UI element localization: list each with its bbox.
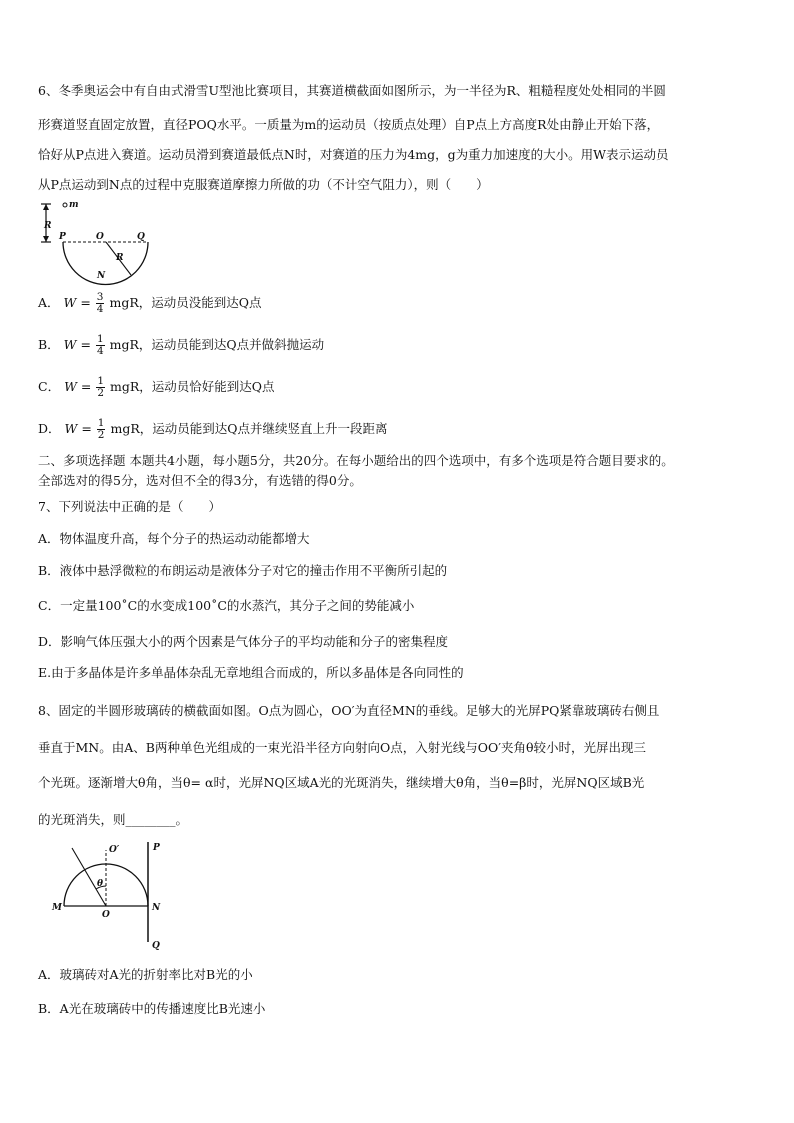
q6-option-d-text: mgR，运动员能到达Q点并继续竖直上升一段距离: [110, 421, 388, 436]
q6-option-c-fraction: $\frac{1}{2}$: [97, 375, 105, 399]
q6-option-a-lhs: W =: [63, 295, 91, 310]
q6-option-b-letter: B．: [38, 337, 60, 352]
q8-option-b[interactable]: B．A光在玻璃砖中的传播速度比B光速小: [38, 1001, 266, 1016]
q6-option-b-lhs: W =: [63, 337, 91, 352]
q6-option-c[interactable]: [38, 376, 275, 399]
q6-line-4: 从P点运动到N点的过程中克服赛道摩擦力所做的功（不计空气阻力），则（ ）: [38, 177, 489, 192]
section2-line-1: 二、多项选择题 本题共4小题，每小题5分，共20分。在每小题给出的四个选项中，有多个选项是符合题目要求的。: [38, 453, 674, 468]
q6-line-1: 6、冬季奥运会中有自由式滑雪U型池比赛项目，其赛道横截面如图所示，为一半径为R、粗糙程度处处相同的半圆: [38, 83, 666, 98]
q6-option-c-lhs: W =: [64, 379, 92, 394]
section2-line-2: 全部选对的得5分，选对但不全的得3分，有选错的得0分。: [38, 473, 362, 488]
q6-option-a-fraction: $\frac{3}{4}$: [96, 291, 104, 315]
q8-line-4: 的光斑消失，则________。: [38, 812, 189, 827]
q8-fig-label-M: M: [52, 903, 62, 913]
q8-fig-label-P: P: [153, 843, 160, 853]
q6-option-c-letter: C．: [38, 379, 61, 394]
q6-option-a-letter: A．: [38, 295, 60, 310]
q6-fig-label-Q: Q: [137, 232, 145, 242]
q6-figure: [36, 198, 166, 288]
q8-fig-label-Q: Q: [152, 941, 160, 951]
q6-option-c-text: mgR，运动员恰好能到达Q点: [110, 379, 275, 394]
q8-line-3: 个光斑。逐渐增大θ角，当θ= α时，光屏NQ区域A光的光斑消失，继续增大θ角，当θ=β时，光屏NQ区域B光: [38, 775, 645, 790]
q6-line-2: 形赛道竖直固定放置，直径POQ水平。一质量为m的运动员（按质点处理）自P点上方高度R处由静止开始下落，: [38, 117, 660, 132]
q8-figure: [40, 836, 180, 958]
q7-option-b[interactable]: B．液体中悬浮微粒的布朗运动是液体分子对它的撞击作用不平衡所引起的: [38, 563, 448, 578]
q8-fig-label-N: N: [152, 903, 161, 913]
q6-option-a-text: mgR，运动员没能到达Q点: [109, 295, 262, 310]
q6-fig-label-O: O: [96, 232, 104, 242]
q8-fig-label-theta: θ: [97, 879, 104, 889]
q8-fig-label-O: O: [102, 910, 110, 920]
q6-option-b-text: mgR，运动员能到达Q点并做斜抛运动: [109, 337, 325, 352]
q6-option-b-fraction: $\frac{1}{4}$: [96, 333, 104, 357]
q8-line-2: 垂直于MN。由A、B两种单色光组成的一束光沿半径方向射向O点，入射光线与OO′夹角θ较小时，光屏出现三: [38, 740, 647, 755]
q6-fig-label-m: m: [69, 200, 79, 210]
q7-option-d[interactable]: D．影响气体压强大小的两个因素是气体分子的平均动能和分子的密集程度: [38, 634, 449, 649]
q7-option-c[interactable]: C．一定量100˚C的水变成100˚C的水蒸汽，其分子之间的势能减小: [38, 598, 415, 613]
q6-option-d[interactable]: [38, 418, 387, 441]
q6-fig-label-P: P: [59, 232, 66, 242]
q8-fig-label-O-prime: O′: [109, 845, 120, 855]
q6-fig-label-N: N: [97, 271, 106, 281]
q6-line-3: 恰好从P点进入赛道。运动员滑到赛道最低点N时，对赛道的压力为4mg，g为重力加速度的大小。用W表示运动员: [38, 147, 669, 162]
q8-option-a[interactable]: A．玻璃砖对A光的折射率比对B光的小: [38, 967, 253, 982]
q7-stem: 7、下列说法中正确的是（ ）: [38, 499, 221, 514]
q6-option-d-letter: D．: [38, 421, 61, 436]
q7-option-a[interactable]: A．物体温度升高，每个分子的热运动动能都增大: [38, 531, 310, 546]
q6-fig-label-R-height: R: [44, 221, 52, 231]
q6-option-a[interactable]: [38, 292, 261, 315]
q7-option-e[interactable]: E.由于多晶体是许多单晶体杂乱无章地组合而成的，所以多晶体是各向同性的: [38, 665, 464, 680]
q6-fig-label-R-radius: R: [116, 253, 124, 263]
q6-option-d-lhs: W =: [64, 421, 92, 436]
q8-line-1: 8、固定的半圆形玻璃砖的横截面如图。O点为圆心，OO′为直径MN的垂线。足够大的光屏PQ紧靠玻璃砖右侧且: [38, 703, 660, 718]
q6-option-d-fraction: $\frac{1}{2}$: [97, 417, 105, 441]
q6-option-b[interactable]: [38, 334, 324, 357]
